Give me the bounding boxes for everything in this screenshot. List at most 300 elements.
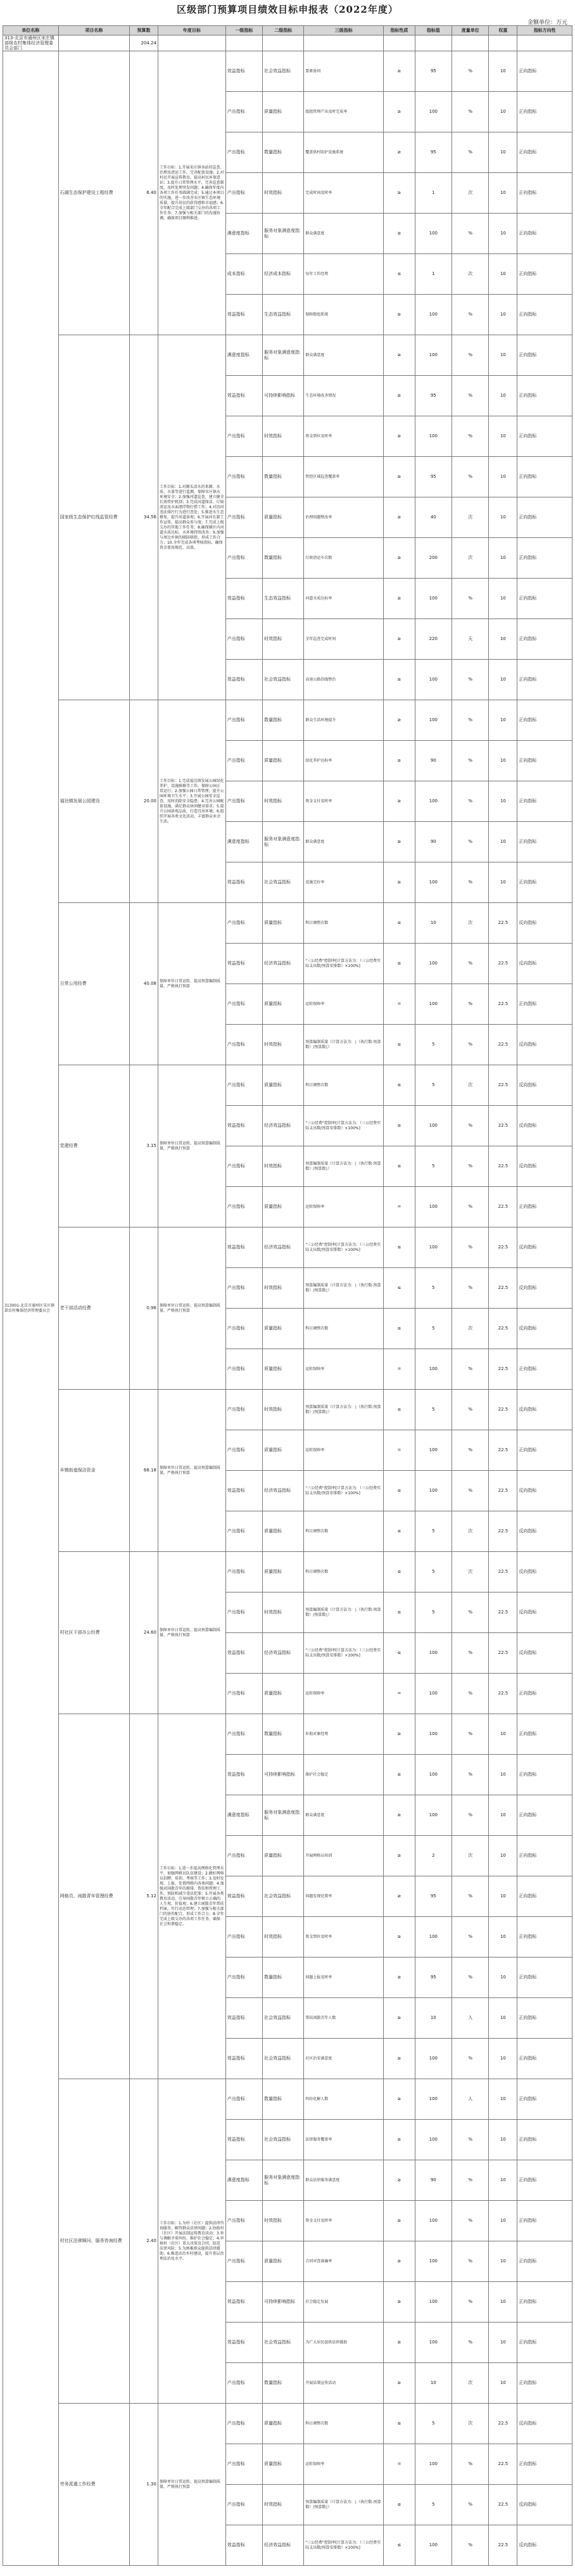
indicator-property: ≥ xyxy=(384,376,415,416)
indicator-level2: 时效指标 xyxy=(263,2485,304,2525)
indicator-direction: 正向指标 xyxy=(517,1430,572,1471)
indicator-level1: 产出指标 xyxy=(225,132,262,173)
header-cell: 度量单位 xyxy=(452,26,489,35)
indicator-value: 5 xyxy=(415,1592,452,1633)
indicator-unit: 次 xyxy=(452,254,489,295)
indicator-level2: 质量指标 xyxy=(263,903,304,944)
indicator-level3: 群众法律服务满意度 xyxy=(304,2160,384,2201)
indicator-level1: 产出指标 xyxy=(225,1430,262,1471)
indicator-direction: 反向指标 xyxy=(517,1471,572,1511)
indicator-direction: 反向指标 xyxy=(517,1309,572,1349)
indicator-value: 100 xyxy=(415,984,452,1025)
project-name: 国家级生态保护红线监管经费 xyxy=(58,335,129,700)
indicator-direction: 正向指标 xyxy=(517,1714,572,1755)
indicator-property: ≤ xyxy=(384,1025,415,1065)
indicator-property: ≥ xyxy=(384,660,415,700)
project-goal: 工作目标：1.进一步提高网格化管理水平，加强网格员队伍建设；2.做好网格员招聘、培训、考核等工作；3.及时发现、上报、处置网格内各类问题；4.加强对闲散青年的摸排、帮扶和管理工作，预防和减少违法犯罪；5.开展各类教育活动，引导闲散青年树立正确的人生观、价值观；6.建立闲散青年帮扶档案，实行动态管理；7.加强与相关部门的协作配合，形成工作合力；8.全年完成上级交办的各项工作任务，确保社会和谐稳定。 xyxy=(158,1714,225,2079)
indicator-level1: 效益指标 xyxy=(225,2282,262,2323)
indicator-property: ≥ xyxy=(384,822,415,862)
indicator-unit: 次 xyxy=(452,1836,489,1876)
indicator-level1: 产出指标 xyxy=(225,497,262,538)
indicator-direction: 正向指标 xyxy=(517,700,572,741)
table-row xyxy=(3,1390,572,1430)
indicator-unit: 次 xyxy=(452,1511,489,1552)
indicator-level3: 运转保障率 xyxy=(304,1674,384,1714)
indicator-unit: % xyxy=(452,1227,489,1268)
indicator-value: 220 xyxy=(415,619,452,660)
indicator-weight: 10 xyxy=(489,335,517,376)
indicator-level1: 产出指标 xyxy=(225,1025,262,1065)
indicator-level1: 满意度指标 xyxy=(225,822,262,862)
indicator-unit: % xyxy=(452,132,489,173)
indicator-value: 100 xyxy=(415,1227,452,1268)
table-row xyxy=(3,1227,572,1268)
indicator-level3: 运转保障率 xyxy=(304,2444,384,2485)
indicator-value: 95 xyxy=(415,132,452,173)
indicator-level2: 质量指标 xyxy=(263,2444,304,2485)
indicator-direction: 正向指标 xyxy=(517,538,572,579)
indicator-value: 10 xyxy=(415,903,452,944)
indicator-level2: 可持续影响指标 xyxy=(263,1755,304,1795)
indicator-level3: 维护社会稳定 xyxy=(304,1755,384,1795)
indicator-weight: 10 xyxy=(489,781,517,822)
indicator-weight: 22.5 xyxy=(489,2444,517,2485)
indicator-value: 100 xyxy=(415,579,452,619)
indicator-direction: 正向指标 xyxy=(517,92,572,132)
indicator-direction: 反向指标 xyxy=(517,1025,572,1065)
project-amount: 0.96 xyxy=(130,1227,158,1390)
indicator-property: ≥ xyxy=(384,579,415,619)
indicator-property: ≤ xyxy=(384,2485,415,2525)
table-row xyxy=(3,2404,572,2444)
indicator-level3: 社会稳定发展 xyxy=(304,2282,384,2323)
indicator-unit: % xyxy=(452,2241,489,2282)
project-amount: 1.30 xyxy=(130,2404,158,2566)
indicator-weight: 22.5 xyxy=(489,2485,517,2525)
indicator-weight: 22.5 xyxy=(489,1146,517,1187)
indicator-value: 1 xyxy=(415,173,452,214)
indicator-direction: 反向指标 xyxy=(517,1552,572,1592)
indicator-value: 100 xyxy=(415,1714,452,1755)
indicator-level2: 社会效益指标 xyxy=(263,1998,304,2039)
indicator-level1: 产出指标 xyxy=(225,1187,262,1227)
header-cell: 权重 xyxy=(489,26,517,35)
indicator-unit: % xyxy=(452,862,489,903)
header-cell: 指标值 xyxy=(415,26,452,35)
indicator-level1: 产出指标 xyxy=(225,2241,262,2282)
indicator-property: ≤ xyxy=(384,2525,415,2566)
indicator-property: ≤ xyxy=(384,1146,415,1187)
indicator-level1: 效益指标 xyxy=(225,2525,262,2566)
indicator-level2: 经济效益指标 xyxy=(263,1633,304,1674)
indicator-property: ≥ xyxy=(384,862,415,903)
indicator-property: ≥ xyxy=(384,741,415,781)
indicator-property: ≥ xyxy=(384,1917,415,1958)
indicator-unit: % xyxy=(452,1025,489,1065)
indicator-level2: 社会效益指标 xyxy=(263,660,304,700)
indicator-direction: 正向指标 xyxy=(517,862,572,903)
indicator-value: 100 xyxy=(415,2444,452,2485)
indicator-property: ≥ xyxy=(384,335,415,376)
indicator-weight: 10 xyxy=(489,660,517,700)
indicator-level1: 产出指标 xyxy=(225,1674,262,1714)
indicator-direction: 正向指标 xyxy=(517,1187,572,1227)
indicator-property: ≥ xyxy=(384,2160,415,2201)
indicator-level3: 垃圾清运车次数 xyxy=(304,538,384,579)
indicator-property: ≤ xyxy=(384,1471,415,1511)
indicator-value: 5 xyxy=(415,1309,452,1349)
indicator-weight: 22.5 xyxy=(489,2525,517,2566)
indicator-level3: 科目调整次数 xyxy=(304,2404,384,2444)
project-goal: 保障单位日常运转，提高预算编制质量，严格执行预算 xyxy=(158,1227,225,1390)
indicator-value: 5 xyxy=(415,1268,452,1309)
indicator-level1: 产出指标 xyxy=(225,538,262,579)
indicator-weight: 22.5 xyxy=(489,1633,517,1674)
indicator-weight: 10 xyxy=(489,2282,517,2323)
indicator-unit: 次 xyxy=(452,497,489,538)
performance-table xyxy=(3,25,572,2566)
indicator-level1: 产出指标 xyxy=(225,457,262,497)
indicator-level3: 科目调整次数 xyxy=(304,1065,384,1106)
empty-cell xyxy=(225,35,262,51)
header-cell: 三级指标 xyxy=(304,26,384,35)
indicator-direction: 正向指标 xyxy=(517,335,572,376)
indicator-unit: 次 xyxy=(452,903,489,944)
indicator-level3: 补助对象经费 xyxy=(304,1714,384,1755)
indicator-value: 100 xyxy=(415,2323,452,2363)
indicator-value: 95 xyxy=(415,457,452,497)
empty-cell xyxy=(384,35,415,51)
indicator-weight: 10 xyxy=(489,51,517,92)
indicator-level3: 法律服务覆盖率 xyxy=(304,2120,384,2160)
indicator-level2: 可持续影响指标 xyxy=(263,2282,304,2323)
indicator-value: 100 xyxy=(415,1106,452,1146)
indicator-direction: 正向指标 xyxy=(517,2241,572,2282)
project-goal: 保障单位日常运转，提高预算编制质量，严格执行预算 xyxy=(158,2404,225,2566)
indicator-property: ≤ xyxy=(384,254,415,295)
indicator-unit: 天 xyxy=(452,619,489,660)
project-name: 村社区法律顾问、服务咨询经费 xyxy=(58,2079,129,2404)
indicator-weight: 22.5 xyxy=(489,1227,517,1268)
project-name: 乡镇街道保洁资金 xyxy=(58,1390,129,1552)
indicator-level2: 质量指标 xyxy=(263,1309,304,1349)
indicator-value: 100 xyxy=(415,1430,452,1471)
header-cell: 指标方向性 xyxy=(517,26,572,35)
indicator-property: = xyxy=(384,1674,415,1714)
indicator-weight: 10 xyxy=(489,92,517,132)
indicator-level3: 资金支付及时率 xyxy=(304,2201,384,2241)
indicator-weight: 10 xyxy=(489,2160,517,2201)
indicator-property: ≥ xyxy=(384,2363,415,2404)
indicator-level2: 社会效益指标 xyxy=(263,862,304,903)
indicator-value: 100 xyxy=(415,2525,452,2566)
indicator-direction: 正向指标 xyxy=(517,457,572,497)
indicator-weight: 22.5 xyxy=(489,1552,517,1592)
indicator-value: 100 xyxy=(415,2241,452,2282)
indicator-level3: 科目调整次数 xyxy=(304,1309,384,1349)
indicator-unit: % xyxy=(452,214,489,254)
indicator-unit: 人 xyxy=(452,1998,489,2039)
project-amount: 40.08 xyxy=(130,903,158,1065)
indicator-weight: 10 xyxy=(489,2241,517,2282)
indicator-property: = xyxy=(384,984,415,1025)
indicator-level1: 效益指标 xyxy=(225,660,262,700)
indicator-direction: 反向指标 xyxy=(517,2485,572,2525)
indicator-weight: 10 xyxy=(489,2120,517,2160)
indicator-property: ≥ xyxy=(384,416,415,457)
indicator-weight: 10 xyxy=(489,1755,517,1795)
indicator-level3: 高速公路沿线整治 xyxy=(304,660,384,700)
indicator-level3: 管控区域巡查覆盖率 xyxy=(304,457,384,497)
indicator-weight: 10 xyxy=(489,1998,517,2039)
indicator-level1: 效益指标 xyxy=(225,295,262,335)
project-goal: 工作目标：1.对源头活水的来源、水质、水量等进行监测，保障宋庄镇水环境安全；2.加强河道巡查，建立健全长效管护机制；3.完成河道保洁、垃圾清运及水面漂浮物打捞工作；4.对沿河违法排污行为进行查处；5.推进水生态修复，提升河道景观；6.开展河长制工作宣传，提高群众参与度；7.完成上级交办的其他工作任务；8.确保辖区内河道水质达标，水环境持续改善；9.加强与周边乡镇的联防联控，形成工作合力；10.全年完成各项考核指标，确保资金使用规范、高效。 xyxy=(158,335,225,700)
project-name: 村社区干部办公经费 xyxy=(58,1552,129,1714)
header-cell: 二级指标 xyxy=(263,26,304,35)
indicator-property: ≤ xyxy=(384,903,415,944)
indicator-unit: % xyxy=(452,2039,489,2079)
indicator-level3: "三公经费"控制率[计算方法为：（三公经费实际支出数/预算安排数）×100%] xyxy=(304,2525,384,2566)
indicator-weight: 10 xyxy=(489,741,517,781)
indicator-level1: 效益指标 xyxy=(225,944,262,984)
project-name: 党建经费 xyxy=(58,1065,129,1227)
indicator-weight: 22.5 xyxy=(489,944,517,984)
empty-cell xyxy=(489,35,517,51)
indicator-value: 100 xyxy=(415,2039,452,2079)
indicator-level1: 产出指标 xyxy=(225,1552,262,1592)
indicator-direction: 正向指标 xyxy=(517,2444,572,2485)
indicator-level1: 产出指标 xyxy=(225,1511,262,1552)
indicator-weight: 22.5 xyxy=(489,1511,517,1552)
project-amount: 20.00 xyxy=(130,700,158,903)
header-cell: 一级指标 xyxy=(225,26,262,35)
indicator-direction: 正向指标 xyxy=(517,1917,572,1958)
indicator-property: ≤ xyxy=(384,1511,415,1552)
indicator-level3: "三公经费"控制率[计算方法为：（三公经费实际支出数/预算安排数）×100%] xyxy=(304,1633,384,1674)
indicator-level2: 数量指标 xyxy=(263,2079,304,2120)
indicator-direction: 正向指标 xyxy=(517,984,572,1025)
indicator-value: 100 xyxy=(415,2282,452,2323)
indicator-property: ≥ xyxy=(384,538,415,579)
indicator-property: ≥ xyxy=(384,781,415,822)
indicator-weight: 22.5 xyxy=(489,2404,517,2444)
indicator-level1: 满意度指标 xyxy=(225,335,262,376)
project-amount: 5.12 xyxy=(130,1714,158,2079)
indicator-weight: 10 xyxy=(489,1795,517,1836)
indicator-weight: 10 xyxy=(489,295,517,335)
indicator-level2: 数量指标 xyxy=(263,2363,304,2404)
dept-total-row xyxy=(3,35,572,51)
indicator-level1: 效益指标 xyxy=(225,51,262,92)
indicator-property: = xyxy=(384,1430,415,1471)
indicator-unit: % xyxy=(452,579,489,619)
indicator-weight: 10 xyxy=(489,416,517,457)
indicator-level3: 保障数组系统 xyxy=(304,295,384,335)
indicator-level2: 经济效益指标 xyxy=(263,1227,304,1268)
indicator-unit: % xyxy=(452,984,489,1025)
indicator-level3: 为广大居民提供法律援助 xyxy=(304,2323,384,2363)
indicator-weight: 22.5 xyxy=(489,1025,517,1065)
indicator-level3: 问题上报及时率 xyxy=(304,1958,384,1998)
indicator-level1: 产出指标 xyxy=(225,416,262,457)
indicator-direction: 正向指标 xyxy=(517,254,572,295)
indicator-unit: % xyxy=(452,1349,489,1390)
indicator-level2: 质量指标 xyxy=(263,1349,304,1390)
indicator-unit: % xyxy=(452,2444,489,2485)
indicator-level2: 质量指标 xyxy=(263,1065,304,1106)
indicator-direction: 反向指标 xyxy=(517,1065,572,1106)
indicator-level2: 可持续影响指标 xyxy=(263,376,304,416)
indicator-weight: 22.5 xyxy=(489,1187,517,1227)
indicator-level2: 社会效益指标 xyxy=(263,51,304,92)
indicator-level3: 预算编制质量（计算方法为：∣（执行数-预算数）/预算数∣） xyxy=(304,1146,384,1187)
indicator-property: ≥ xyxy=(384,295,415,335)
header-row xyxy=(3,26,572,35)
indicator-level1: 产出指标 xyxy=(225,741,262,781)
indicator-level1: 效益指标 xyxy=(225,1755,262,1795)
indicator-direction: 正向指标 xyxy=(517,2363,572,2404)
indicator-weight: 22.5 xyxy=(489,1592,517,1633)
indicator-level3: 资金支付及时率 xyxy=(304,781,384,822)
indicator-level3: "三公经费"控制率[计算方法为：（三公经费实际支出数/预算安排数）×100%] xyxy=(304,1106,384,1146)
indicator-level3: 群众满意度 xyxy=(304,335,384,376)
indicator-unit: 次 xyxy=(452,2363,489,2404)
indicator-unit: 次 xyxy=(452,1552,489,1592)
indicator-weight: 10 xyxy=(489,132,517,173)
indicator-unit: % xyxy=(452,2323,489,2363)
indicator-property: ≥ xyxy=(384,1958,415,1998)
indicator-unit: % xyxy=(452,335,489,376)
indicator-value: 100 xyxy=(415,2120,452,2160)
indicator-level2: 质量指标 xyxy=(263,2241,304,2282)
indicator-level2: 时效指标 xyxy=(263,1390,304,1430)
indicator-unit: % xyxy=(452,92,489,132)
indicator-level1: 产出指标 xyxy=(225,619,262,660)
indicator-level1: 产出指标 xyxy=(225,1836,262,1876)
indicator-value: 95 xyxy=(415,1958,452,1998)
indicator-direction: 正向指标 xyxy=(517,619,572,660)
indicator-property: = xyxy=(384,1187,415,1227)
indicator-level1: 满意度指标 xyxy=(225,1795,262,1836)
indicator-unit: % xyxy=(452,1146,489,1187)
indicator-weight: 10 xyxy=(489,862,517,903)
indicator-value: 100 xyxy=(415,2201,452,2241)
indicator-level2: 经济效益指标 xyxy=(263,1471,304,1511)
indicator-weight: 10 xyxy=(489,700,517,741)
indicator-value: 5 xyxy=(415,2404,452,2444)
indicator-level2: 质量指标 xyxy=(263,92,304,132)
indicator-unit: 次 xyxy=(452,1065,489,1106)
indicator-direction: 正向指标 xyxy=(517,1876,572,1917)
indicator-level2: 数量指标 xyxy=(263,457,304,497)
indicator-direction: 正向指标 xyxy=(517,2120,572,2160)
indicator-property: ≥ xyxy=(384,2201,415,2241)
indicator-property: ≤ xyxy=(384,1065,415,1106)
indicator-property: ≥ xyxy=(384,497,415,538)
indicator-value: 100 xyxy=(415,1755,452,1795)
indicator-direction: 正向指标 xyxy=(517,2282,572,2323)
indicator-level3: 每年工作经费 xyxy=(304,254,384,295)
indicator-property: ≥ xyxy=(384,1714,415,1755)
indicator-direction: 反向指标 xyxy=(517,1268,572,1309)
indicator-level1: 满意度指标 xyxy=(225,214,262,254)
indicator-weight: 22.5 xyxy=(489,1106,517,1146)
empty-cell xyxy=(452,35,489,51)
indicator-level1: 效益指标 xyxy=(225,2039,262,2079)
indicator-level2: 社会效益指标 xyxy=(263,2120,304,2160)
indicator-level3: 全年巡查完成时间 xyxy=(304,619,384,660)
empty-cell xyxy=(517,35,572,51)
indicator-level2: 质量指标 xyxy=(263,1187,304,1227)
indicator-value: 1 xyxy=(415,254,452,295)
empty-cell xyxy=(415,35,452,51)
empty-cell xyxy=(304,35,384,51)
indicator-property: ≤ xyxy=(384,1227,415,1268)
indicator-level2: 经济效益指标 xyxy=(263,2525,304,2566)
indicator-value: 90 xyxy=(415,2160,452,2201)
indicator-weight: 10 xyxy=(489,579,517,619)
indicator-unit: % xyxy=(452,1755,489,1795)
indicator-direction: 正向指标 xyxy=(517,1349,572,1390)
indicator-property: ≥ xyxy=(384,2120,415,2160)
project-amount: 24.60 xyxy=(130,1552,158,1714)
indicator-property: ≥ xyxy=(384,132,415,173)
indicator-direction: 正向指标 xyxy=(517,1795,572,1836)
indicator-value: 100 xyxy=(415,781,452,822)
indicator-level3: 预算编制质量（计算方法为：∣（执行数-预算数）/预算数∣） xyxy=(304,1390,384,1430)
indicator-level2: 时效指标 xyxy=(263,1025,304,1065)
indicator-unit: % xyxy=(452,1917,489,1958)
indicator-level2: 数量指标 xyxy=(263,1958,304,1998)
indicator-direction: 反向指标 xyxy=(517,1633,572,1674)
indicator-level2: 数量指标 xyxy=(263,538,304,579)
indicator-level1: 产出指标 xyxy=(225,903,262,944)
indicator-unit: 次 xyxy=(452,538,489,579)
empty-cell xyxy=(263,35,304,51)
indicator-property: ≥ xyxy=(384,2039,415,2079)
indicator-level1: 产出指标 xyxy=(225,2444,262,2485)
indicator-level1: 产出指标 xyxy=(225,781,262,822)
indicator-property: ≤ xyxy=(384,944,415,984)
indicator-level1: 效益指标 xyxy=(225,2323,262,2363)
indicator-weight: 10 xyxy=(489,1836,517,1876)
indicator-weight: 22.5 xyxy=(489,1309,517,1349)
indicator-value: 95 xyxy=(415,1876,452,1917)
indicator-level2: 经济效益指标 xyxy=(263,944,304,984)
indicator-property: ≥ xyxy=(384,173,415,214)
indicator-unit: % xyxy=(452,51,489,92)
indicator-level3: 预算编制质量（计算方法为：∣（执行数-预算数）/预算数∣） xyxy=(304,1025,384,1065)
project-goal: 工作目标：1.为村（社区）提供法律咨询服务，解答群众法律问题；2.协助村（社区）开展法制宣传教育活动；3.参与调解矛盾纠纷，维护社会稳定；4.审核村（社区）重大决策及合同，防范法律风险；5.为困难群众提供法律援助；6.推进法治乡村建设，提升基层治理法治化水平。 xyxy=(158,2079,225,2404)
indicator-unit: % xyxy=(452,781,489,822)
indicator-level3: 预算编制质量（计算方法为：∣（执行数-预算数）/预算数∣） xyxy=(304,2485,384,2525)
indicator-weight: 22.5 xyxy=(489,1390,517,1430)
indicator-level3: 开展法制宣传活动 xyxy=(304,2363,384,2404)
indicator-value: 100 xyxy=(415,1674,452,1714)
indicator-level2: 时效指标 xyxy=(263,619,304,660)
indicator-level3: 预算编制质量（计算方法为：∣（执行数-预算数）/预算数∣） xyxy=(304,1592,384,1633)
project-amount: 68.18 xyxy=(130,1390,158,1552)
table-body xyxy=(3,35,572,2566)
indicator-weight: 22.5 xyxy=(489,1268,517,1309)
indicator-value: 5 xyxy=(415,1025,452,1065)
indicator-level3: 资金到位及时率 xyxy=(304,1917,384,1958)
indicator-level1: 产出指标 xyxy=(225,2363,262,2404)
indicator-unit: % xyxy=(452,822,489,862)
indicator-level1: 产出指标 xyxy=(225,2485,262,2525)
indicator-level2: 社会效益指标 xyxy=(263,2323,304,2363)
indicator-level3: "三公经费"控制率[计算方法为：（三公经费实际支出数/预算安排数）×100%] xyxy=(304,944,384,984)
